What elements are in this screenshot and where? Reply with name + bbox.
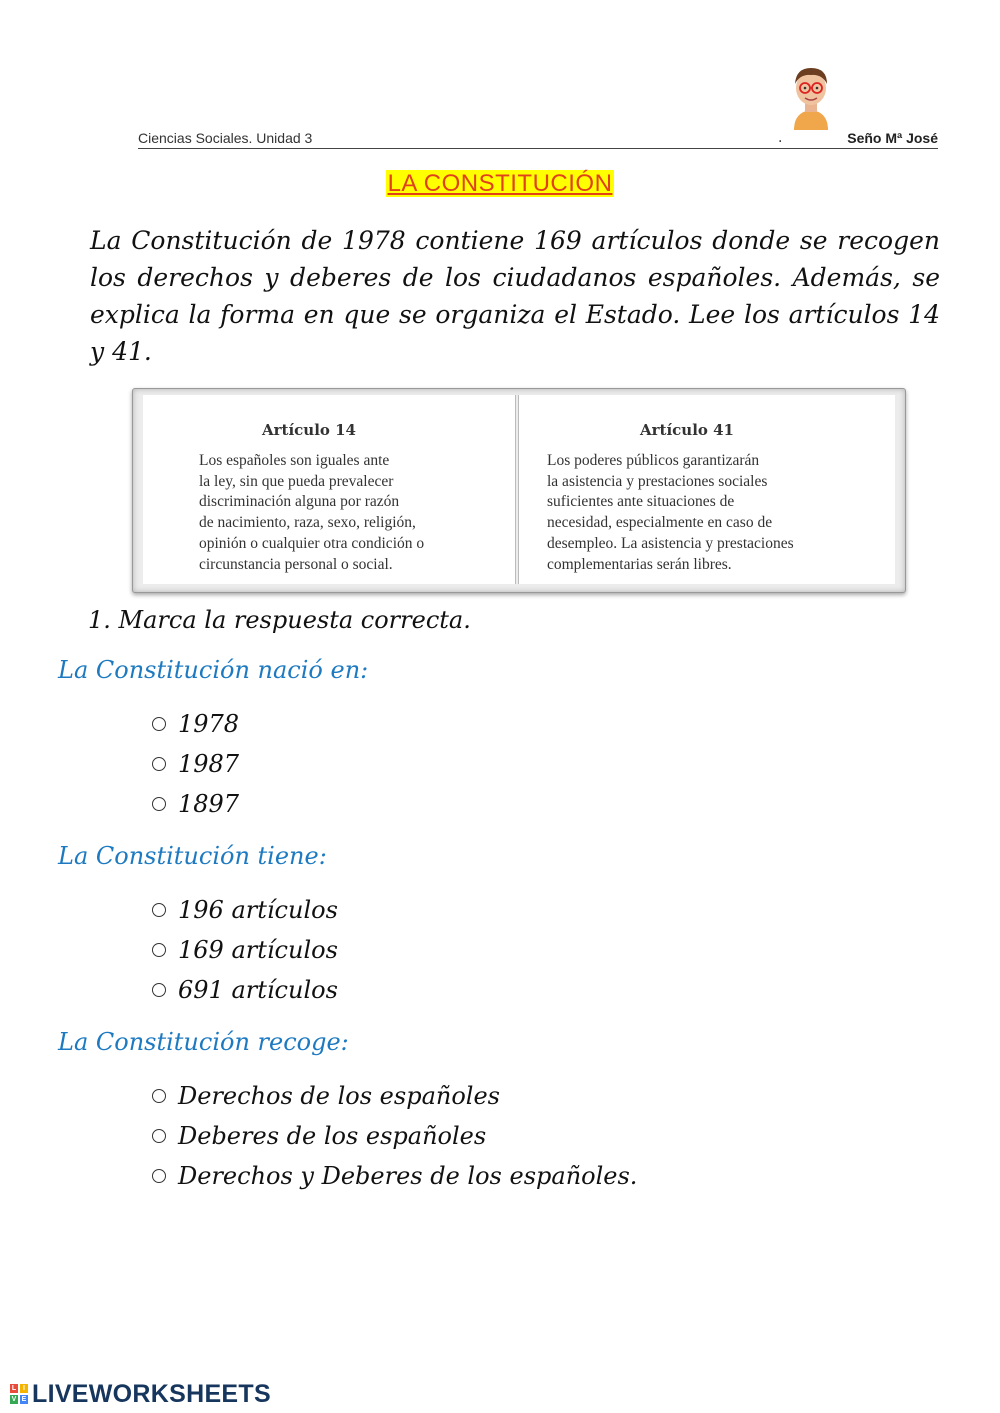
intro-paragraph: La Constitución de 1978 contiene 169 artículos donde se recogen los derechos y deberes de los ciudadanos españoles. Además, se explica la forma en que se organiza el Estado. Lee los artículos 14 y 41. xyxy=(90,226,940,366)
option-label: 691 artículos xyxy=(178,976,338,1004)
article-line: discriminación alguna por razón xyxy=(199,493,400,511)
logo-letter: E xyxy=(21,1395,27,1403)
header-subject: Ciencias Sociales. Unidad 3 xyxy=(138,130,313,146)
option-label: 196 artículos xyxy=(178,896,338,924)
answer-option[interactable] xyxy=(152,1082,500,1110)
article-line: necesidad, especialmente en caso de xyxy=(547,514,773,532)
option-label: Deberes de los españoles xyxy=(178,1122,487,1150)
article-line: Los españoles son iguales ante xyxy=(199,452,390,469)
option-label: 1978 xyxy=(178,710,240,738)
article-line: la asistencia y prestaciones sociales xyxy=(547,472,768,490)
article-line: de nacimiento, raza, sexo, religión, xyxy=(199,514,416,532)
article-text xyxy=(547,451,877,575)
radio-button[interactable] xyxy=(152,1089,166,1103)
logo-letter: I xyxy=(20,1384,28,1393)
article-line: circunstancia personal o social. xyxy=(199,555,393,573)
option-label: Derechos y Deberes de los españoles. xyxy=(178,1162,638,1190)
page-title-text: LA CONSTITUCIÓN xyxy=(387,170,613,197)
answer-option[interactable] xyxy=(152,750,239,778)
option-label: 1897 xyxy=(178,790,240,818)
logo-letter: L xyxy=(11,1384,17,1392)
article-page-left xyxy=(143,395,516,584)
radio-button[interactable] xyxy=(152,1169,166,1183)
question-prompt: La Constitución nació en: xyxy=(58,656,369,684)
answer-option[interactable] xyxy=(152,936,338,964)
radio-button[interactable] xyxy=(152,757,166,771)
instruction: 1. Marca la respuesta correcta. xyxy=(88,606,471,634)
article-line: Los poderes públicos garantizarán xyxy=(547,452,760,469)
page-title xyxy=(0,170,1000,198)
article-page-right xyxy=(518,395,895,584)
radio-button[interactable] xyxy=(152,797,166,811)
radio-button[interactable] xyxy=(152,943,166,957)
answer-option[interactable] xyxy=(152,896,338,924)
header-rule xyxy=(138,148,938,149)
answer-option[interactable] xyxy=(152,1122,486,1150)
footer-brand xyxy=(10,1380,271,1409)
radio-button[interactable] xyxy=(152,717,166,731)
option-label: 169 artículos xyxy=(178,936,338,964)
question-prompt: La Constitución tiene: xyxy=(58,842,327,870)
answer-option[interactable] xyxy=(152,1162,637,1190)
article-line: la ley, sin que pueda prevalecer xyxy=(199,472,394,490)
article-line: suficientes ante situaciones de xyxy=(547,493,735,511)
articles-book xyxy=(132,388,906,593)
liveworksheets-logo-icon xyxy=(10,1384,30,1406)
answer-option[interactable] xyxy=(152,976,338,1004)
answer-option[interactable] xyxy=(152,710,239,738)
article-title: Artículo 14 xyxy=(261,421,356,439)
liveworksheets-brand-text: LIVEWORKSHEETS xyxy=(32,1380,271,1408)
question-prompt: La Constitución recoge: xyxy=(58,1028,349,1056)
teacher-avatar xyxy=(786,60,836,132)
article-line: desempleo. La asistencia y prestaciones xyxy=(547,534,794,552)
answer-option[interactable] xyxy=(152,790,239,818)
header-teacher: Seño Mª José xyxy=(847,130,938,146)
radio-button[interactable] xyxy=(152,903,166,917)
option-label: 1987 xyxy=(178,750,240,778)
option-label: Derechos de los españoles xyxy=(178,1082,500,1110)
radio-button[interactable] xyxy=(152,983,166,997)
header-dot: . xyxy=(778,130,783,146)
article-line: complementarias serán libres. xyxy=(547,555,732,573)
article-title: Artículo 41 xyxy=(639,421,734,439)
article-text xyxy=(199,451,499,575)
logo-letter: V xyxy=(11,1395,17,1403)
article-line: opinión o cualquier otra condición o xyxy=(199,534,425,552)
radio-button[interactable] xyxy=(152,1129,166,1143)
